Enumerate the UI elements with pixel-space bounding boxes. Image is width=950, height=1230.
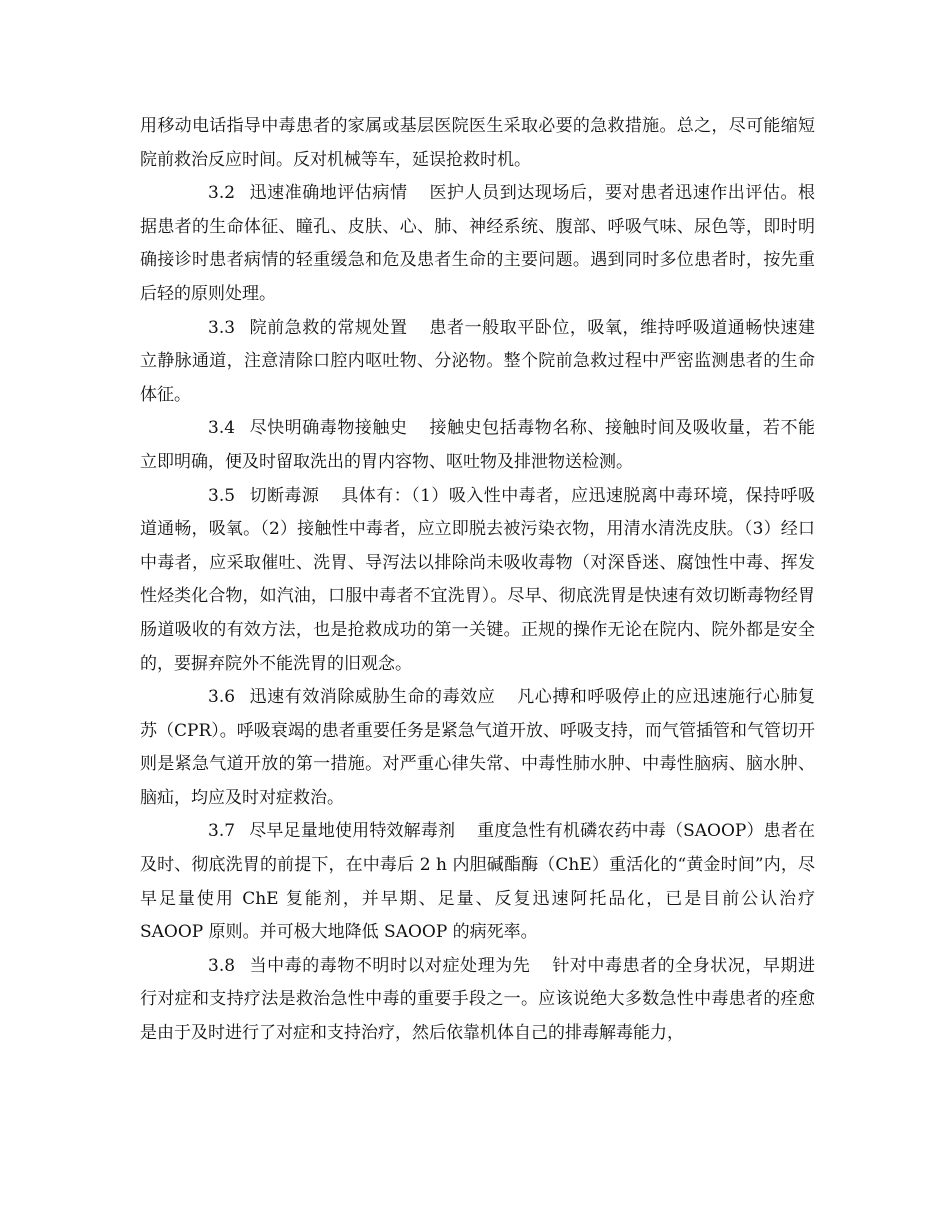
section-heading: 当中毒的毒物不明时以对症处理为先 [249,955,531,976]
paragraph-text: 医护人员到达现场后，要对患者迅速作出评估。根据患者的生命体征、瞳孔、皮肤、心、肺、神经系统、腹部、呼吸气味、尿色等，即时明确接诊时患者病情的轻重缓急和危及患者生命的主要问题。遇到同时多位患者时，按先重后轻的原则处理。 [140,183,815,304]
section-heading: 迅速准确地评估病情 [249,183,408,204]
document-body [140,110,815,1051]
paragraph-3-4 [140,412,815,479]
section-heading: 切断毒源 [249,485,320,506]
paragraph-3-3 [140,312,815,413]
paragraph-text: 接触史包括毒物名称、接触时间及吸收量，若不能立即明确，便及时留取洗出的胃内容物、呕吐物及排泄物送检测。 [140,418,815,472]
paragraph-3-6 [140,681,815,815]
paragraph-intro [140,110,815,177]
section-heading: 院前急救的常规处置 [249,317,408,338]
paragraph-text: 具体有：（1）吸入性中毒者，应迅速脱离中毒环境，保持呼吸道通畅，吸氧。（2）接触性中毒者，应立即脱去被污染衣物，用清水清洗皮肤。（3）经口中毒者，应采取催吐、洗胃、导泻法以排除尚未吸收毒物（对深昏迷、腐蚀性中毒、挥发性烃类化合物，如汽油，口服中毒者不宜洗胃）。尽早、彻底洗胃是快速有效切断毒物经胃肠道吸收的有效方法，也是抢救成功的第一关键。正规的操作无论在院内、院外都是安全的，要摒弃院外不能洗胃的旧观念。 [140,485,815,674]
section-number: 3.3 [208,317,236,338]
paragraph-3-7 [140,815,815,949]
section-heading: 尽早足量地使用特效解毒剂 [249,821,456,842]
section-number: 3.5 [208,485,236,506]
paragraph-3-8 [140,950,815,1051]
paragraph-text: 用移动电话指导中毒患者的家属或基层医院医生采取必要的急救措施。总之，尽可能缩短院前救治反应时间。反对机械等车，延误抢救时机。 [140,116,815,170]
paragraph-3-5 [140,480,815,682]
paragraph-text: 凡心搏和呼吸停止的应迅速施行心肺复苏（CPR）。呼吸衰竭的患者重要任务是紧急气道开放、呼吸支持，而气管插管和气管切开则是紧急气道开放的第一措施。对严重心律失常、中毒性肺水肿、中毒性脑病、脑水肿、脑疝，均应及时对症救治。 [140,687,815,808]
section-number: 3.7 [208,821,236,842]
paragraph-text: 针对中毒患者的全身状况，早期进行对症和支持疗法是救治急性中毒的重要手段之一。应该说绝大多数急性中毒患者的痊愈是由于及时进行了对症和支持治疗，然后依靠机体自己的排毒解毒能力， [140,955,815,1044]
section-heading: 尽快明确毒物接触史 [249,418,408,439]
section-number: 3.2 [208,183,236,204]
section-number: 3.6 [208,687,236,708]
paragraph-text: 患者一般取平卧位，吸氧，维持呼吸道通畅快速建立静脉通道，注意清除口腔内呕吐物、分泌物。整个院前急救过程中严密监测患者的生命体征。 [140,317,815,405]
section-heading: 迅速有效消除威胁生命的毒效应 [249,687,496,708]
section-number: 3.4 [208,418,236,439]
paragraph-3-2 [140,177,815,311]
paragraph-text: 重度急性有机磷农药中毒（SAOOP）患者在及时、彻底洗胃的前提下，在中毒后 2 h 内胆碱酯酶（ChE）重活化的“黄金时间”内，尽早足量使用 ChE 复能剂，并早期、足量、反复迅速阿托品化，已是目前公认治疗 SAOOP 原则。并可极大地降低 SAOOP 的病死率。 [140,821,815,943]
section-number: 3.8 [208,955,236,976]
